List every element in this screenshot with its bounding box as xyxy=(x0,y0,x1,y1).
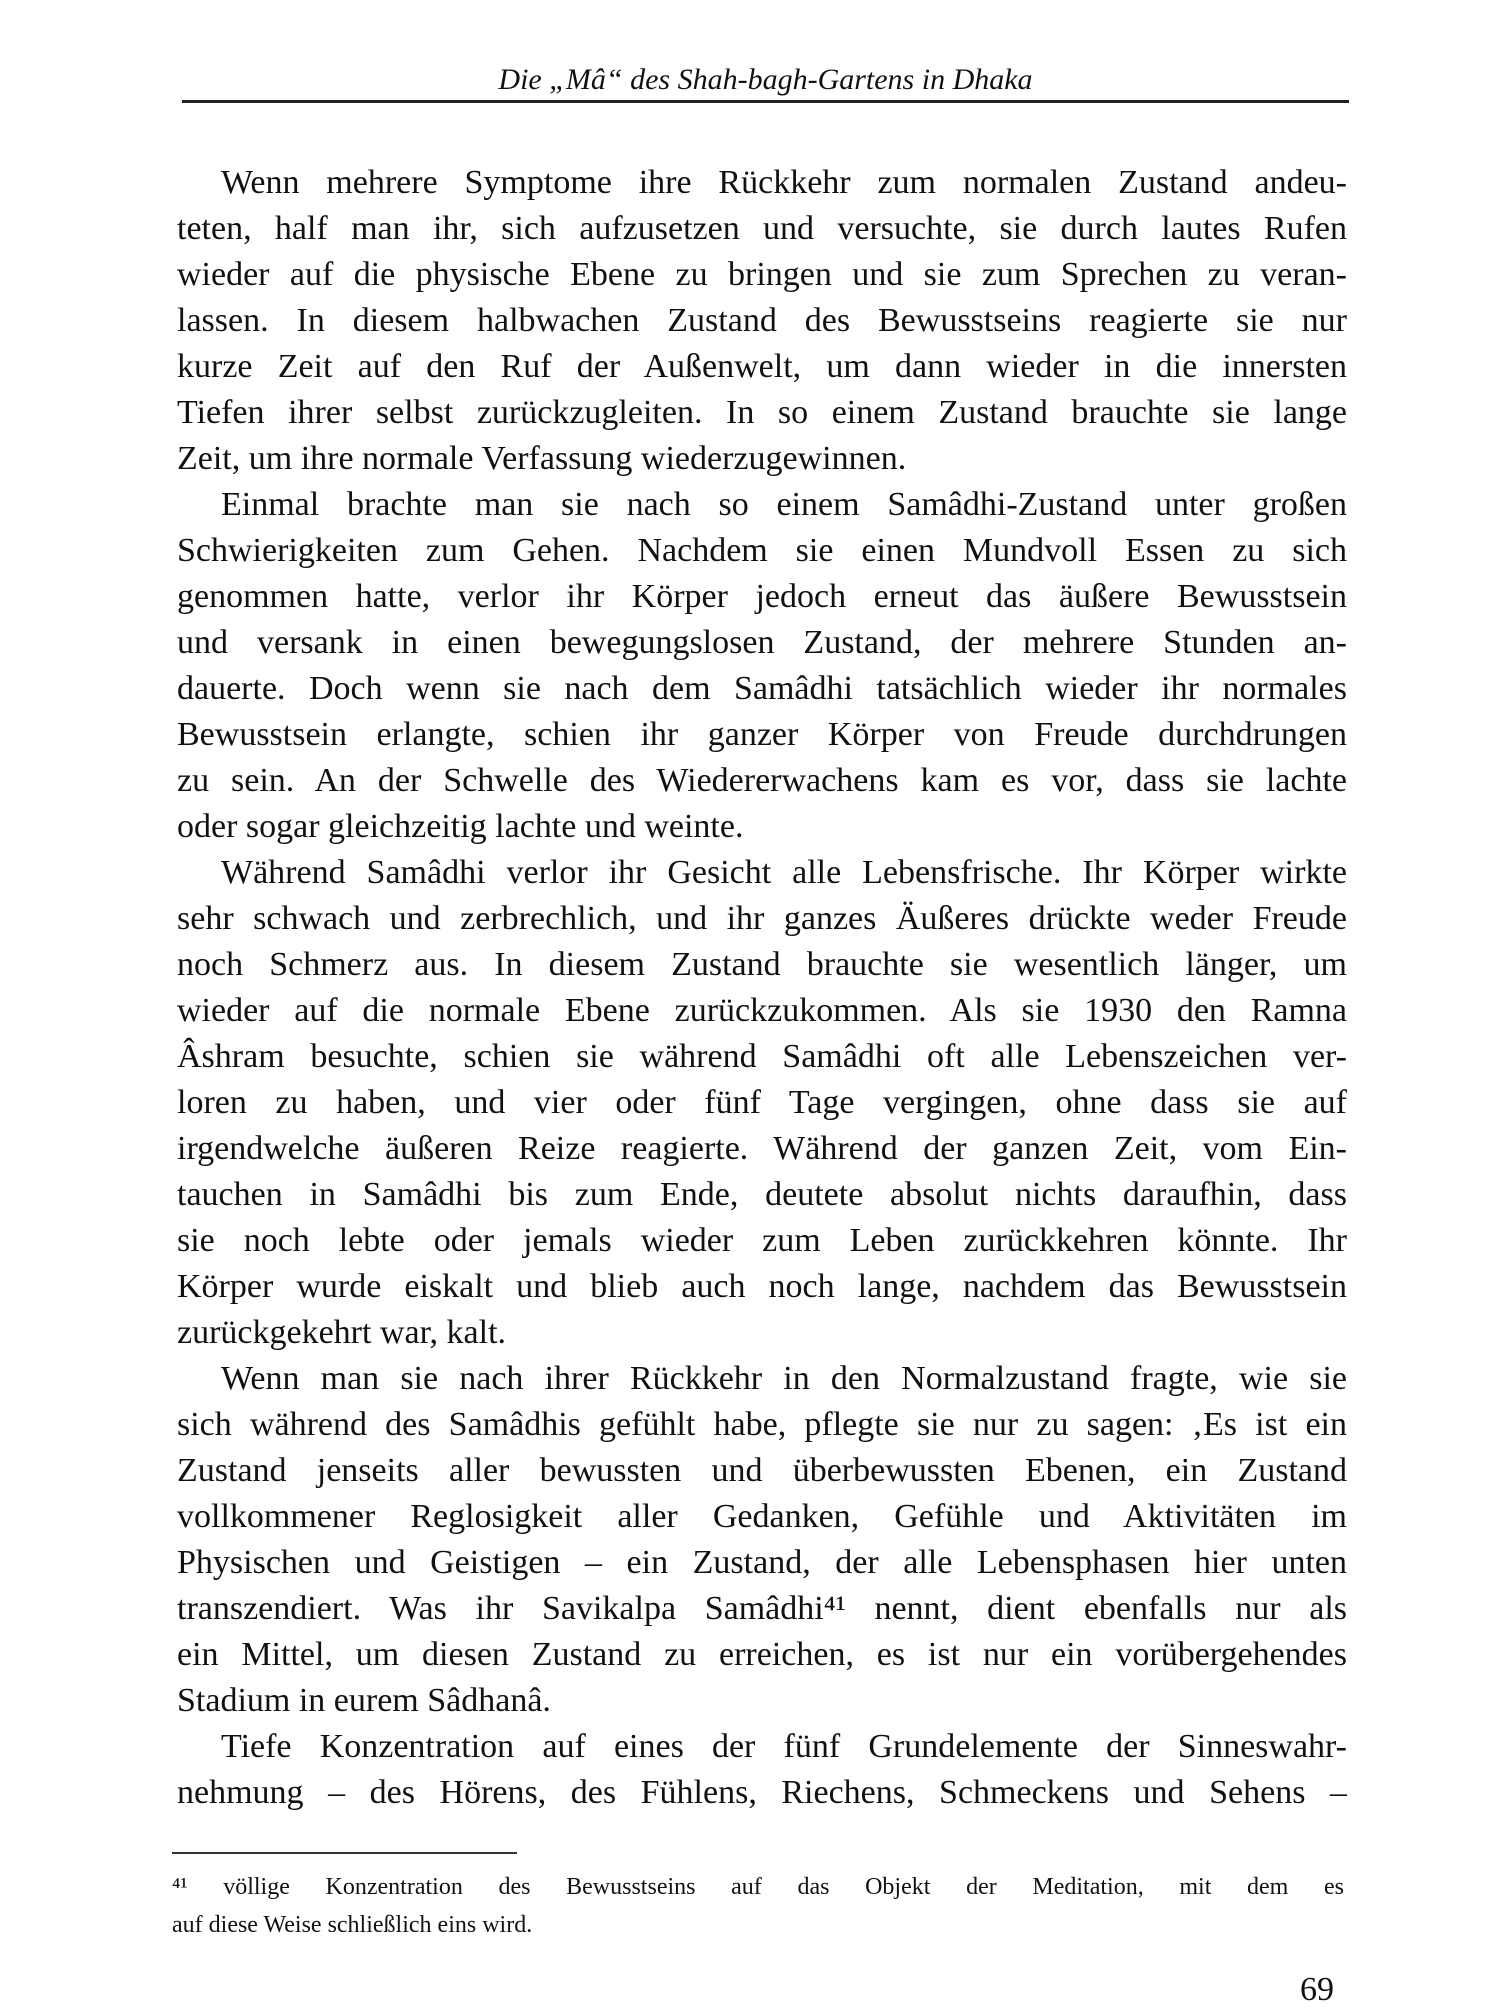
text-line: sich während des Samâdhis gefühlt habe, pflegte sie nur zu sagen: ‚Es ist ein xyxy=(177,1406,1347,1443)
text-line: und versank in einen bewegungslosen Zustand, der mehrere Stunden an- xyxy=(177,624,1347,661)
text-line: Âshram besuchte, schien sie während Samâdhi oft alle Lebenszeichen ver- xyxy=(177,1038,1347,1075)
footnote-rule xyxy=(172,1852,517,1854)
text-line: Zeit, um ihre normale Verfassung wiederzugewinnen. xyxy=(177,440,907,477)
text-line: ein Mittel, um diesen Zustand zu erreichen, es ist nur ein vorübergehendes xyxy=(177,1636,1347,1673)
text-line: vollkommener Reglosigkeit aller Gedanken, Gefühle und Aktivitäten im xyxy=(177,1498,1347,1535)
text-line: sie noch lebte oder jemals wieder zum Leben zurückkehren könnte. Ihr xyxy=(177,1222,1347,1259)
text-line: noch Schmerz aus. In diesem Zustand brauchte sie wesentlich länger, um xyxy=(177,946,1347,983)
text-line: lassen. In diesem halbwachen Zustand des Bewusstseins reagierte sie nur xyxy=(177,302,1347,339)
text-line: Tiefe Konzentration auf eines der fünf Grundelemente der Sinneswahr- xyxy=(221,1728,1347,1765)
text-line: Stadium in eurem Sâdhanâ. xyxy=(177,1682,551,1719)
text-line: nehmung – des Hörens, des Fühlens, Riechens, Schmeckens und Sehens – xyxy=(177,1774,1347,1811)
text-line: Während Samâdhi verlor ihr Gesicht alle Lebensfrische. Ihr Körper wirkte xyxy=(221,854,1347,891)
page-number: 69 xyxy=(1300,1971,1334,2008)
text-line: Bewusstsein erlangte, schien ihr ganzer Körper von Freude durchdrungen xyxy=(177,716,1347,753)
text-line: tauchen in Samâdhi bis zum Ende, deutete absolut nichts daraufhin, dass xyxy=(177,1176,1347,1213)
footnote xyxy=(172,1868,1344,1944)
footnote-line: auf diese Weise schließlich eins wird. xyxy=(172,1912,533,1938)
text-line: sehr schwach und zerbrechlich, und ihr ganzes Äußeres drückte weder Freude xyxy=(177,900,1347,937)
text-line: kurze Zeit auf den Ruf der Außenwelt, um dann wieder in die innersten xyxy=(177,348,1347,385)
text-line: zurückgekehrt war, kalt. xyxy=(177,1314,507,1351)
text-line: Körper wurde eiskalt und blieb auch noch lange, nachdem das Bewusstsein xyxy=(177,1268,1347,1305)
text-line: Tiefen ihrer selbst zurückzugleiten. In so einem Zustand brauchte sie lange xyxy=(177,394,1347,431)
text-line: loren zu haben, und vier oder fünf Tage vergingen, ohne dass sie auf xyxy=(177,1084,1347,1121)
text-line: Physischen und Geistigen – ein Zustand, der alle Lebensphasen hier unten xyxy=(177,1544,1347,1581)
footnote-line: ⁴¹ völlige Konzentration des Bewusstseins auf das Objekt der Meditation, mit dem es xyxy=(172,1874,1344,1900)
text-line: oder sogar gleichzeitig lachte und weinte. xyxy=(177,808,744,845)
text-line: wieder auf die physische Ebene zu bringen und sie zum Sprechen zu veran- xyxy=(177,256,1347,293)
text-line: genommen hatte, verlor ihr Körper jedoch erneut das äußere Bewusstsein xyxy=(177,578,1347,615)
text-line: zu sein. An der Schwelle des Wiedererwachens kam es vor, dass sie lachte xyxy=(177,762,1347,799)
text-line: dauerte. Doch wenn sie nach dem Samâdhi tatsächlich wieder ihr normales xyxy=(177,670,1347,707)
text-line: wieder auf die normale Ebene zurückzukommen. Als sie 1930 den Ramna xyxy=(177,992,1347,1029)
text-line: Wenn mehrere Symptome ihre Rückkehr zum normalen Zustand andeu- xyxy=(221,164,1347,201)
text-line: Zustand jenseits aller bewussten und überbewussten Ebenen, ein Zustand xyxy=(177,1452,1347,1489)
text-line: irgendwelche äußeren Reize reagierte. Während der ganzen Zeit, vom Ein- xyxy=(177,1130,1347,1167)
body-text xyxy=(177,160,1347,1816)
text-line: transzendiert. Was ihr Savikalpa Samâdhi⁴¹ nennt, dient ebenfalls nur als xyxy=(177,1590,1347,1627)
header-rule xyxy=(182,100,1349,103)
text-line: Wenn man sie nach ihrer Rückkehr in den Normalzustand fragte, wie sie xyxy=(221,1360,1347,1397)
text-line: teten, half man ihr, sich aufzusetzen und versuchte, sie durch lautes Rufen xyxy=(177,210,1347,247)
text-line: Einmal brachte man sie nach so einem Samâdhi-Zustand unter großen xyxy=(221,486,1347,523)
running-head: Die „Mâ“ des Shah-bagh-Gartens in Dhaka xyxy=(498,63,1033,96)
text-line: Schwierigkeiten zum Gehen. Nachdem sie einen Mundvoll Essen zu sich xyxy=(177,532,1347,569)
